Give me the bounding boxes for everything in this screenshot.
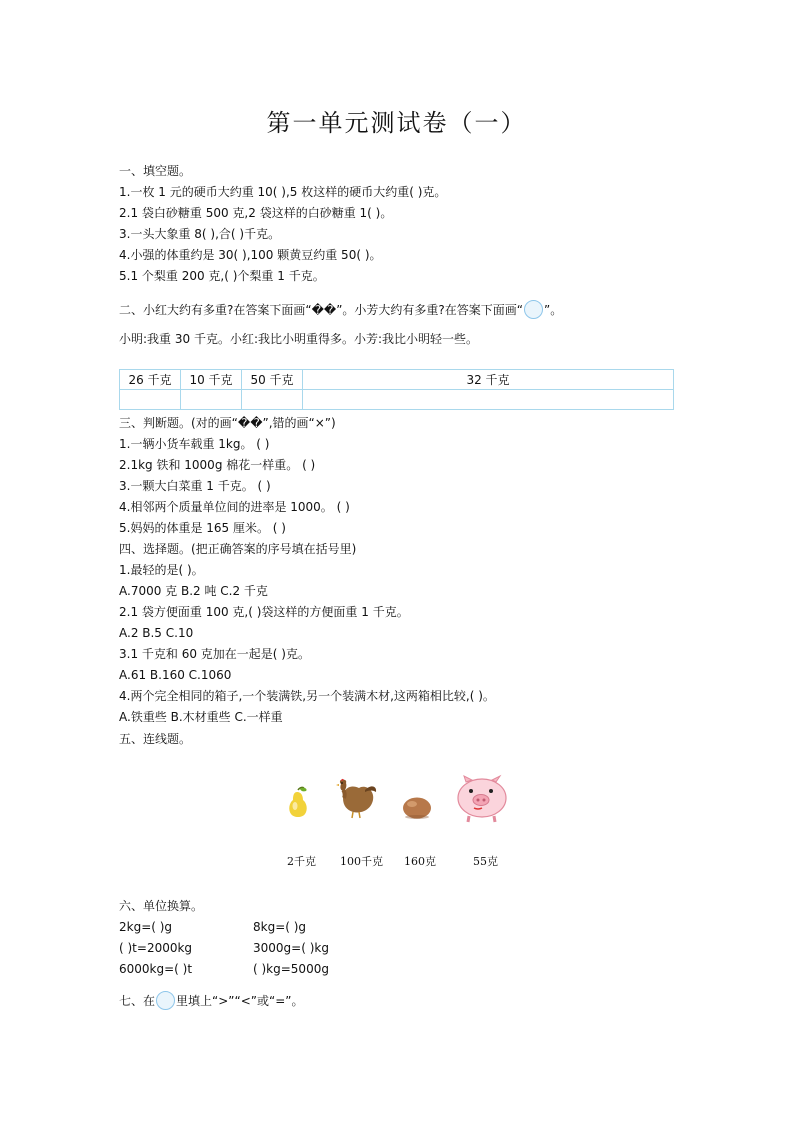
conversion-item: ( )t=2000kg bbox=[119, 941, 193, 955]
page-title: 第一单元测试卷（一） bbox=[266, 109, 527, 137]
section-7-heading-end: 里填上“>”“<”或“=”。 bbox=[176, 994, 304, 1008]
pig-icon[interactable] bbox=[454, 774, 510, 824]
weight-label: 2千克 bbox=[287, 855, 316, 868]
section-7-heading bbox=[119, 991, 303, 1010]
egg-icon[interactable] bbox=[402, 796, 432, 820]
s1-question-1: 1.一枚 1 元的硬币大约重 10( ),5 枚这样的硬币大约重( )克。 bbox=[119, 185, 447, 199]
table-cell: 50 千克 bbox=[242, 370, 303, 390]
weight-label: 160克 bbox=[404, 855, 436, 868]
s3-question-2: 2.1kg 铁和 1000g 棉花一样重。 ( ) bbox=[119, 458, 316, 472]
conversion-item: 6000kg=( )t bbox=[119, 962, 193, 976]
matching-pictures bbox=[280, 778, 520, 824]
section-1-heading: 一、填空题。 bbox=[119, 164, 192, 178]
section-5-heading: 五、连线题。 bbox=[119, 732, 192, 746]
table-cell: 26 千克 bbox=[120, 370, 181, 390]
circle-icon bbox=[156, 991, 175, 1010]
table-cell: 10 千克 bbox=[181, 370, 242, 390]
hen-icon[interactable] bbox=[335, 778, 379, 820]
weight-label: 55克 bbox=[473, 855, 498, 868]
section-3-heading: 三、判断题。(对的画“��”,错的画“×”) bbox=[119, 416, 336, 430]
s3-question-5: 5.妈妈的体重是 165 厘米。 ( ) bbox=[119, 521, 286, 535]
answer-cell[interactable] bbox=[303, 390, 674, 410]
weight-label: 100千克 bbox=[340, 855, 383, 868]
pear-icon[interactable] bbox=[286, 786, 310, 818]
conversion-item: 8kg=( )g bbox=[253, 920, 307, 934]
s4-question-2: 2.1 袋方便面重 100 克,( )袋这样的方便面重 1 千克。 bbox=[119, 605, 409, 619]
circle-icon bbox=[524, 300, 543, 319]
s4-options-4: A.铁重些 B.木材重些 C.一样重 bbox=[119, 710, 283, 724]
section-6-heading: 六、单位换算。 bbox=[119, 899, 204, 913]
s2-dialogue: 小明:我重 30 千克。小红:我比小明重得多。小芳:我比小明轻一些。 bbox=[119, 332, 479, 346]
s1-question-3: 3.一头大象重 8( ),合( )千克。 bbox=[119, 227, 281, 241]
answer-cell[interactable] bbox=[120, 390, 181, 410]
answer-cell[interactable] bbox=[181, 390, 242, 410]
section-4-heading: 四、选择题。(把正确答案的序号填在括号里) bbox=[119, 542, 357, 556]
s4-options-1: A.7000 克 B.2 吨 C.2 千克 bbox=[119, 584, 268, 598]
section-7-heading-text: 七、在 bbox=[119, 994, 156, 1008]
table-row bbox=[120, 390, 674, 410]
s1-question-4: 4.小强的体重约是 30( ),100 颗黄豆约重 50( )。 bbox=[119, 248, 382, 262]
s4-question-3: 3.1 千克和 60 克加在一起是( )克。 bbox=[119, 647, 310, 661]
s1-question-5: 5.1 个梨重 200 克,( )个梨重 1 千克。 bbox=[119, 269, 325, 283]
s4-question-4: 4.两个完全相同的箱子,一个装满铁,另一个装满木材,这两箱相比较,( )。 bbox=[119, 689, 495, 703]
section-2-heading-end: ”。 bbox=[544, 303, 563, 317]
table-row bbox=[120, 370, 674, 390]
s3-question-4: 4.相邻两个质量单位间的进率是 1000。 ( ) bbox=[119, 500, 350, 514]
s4-options-3: A.61 B.160 C.1060 bbox=[119, 668, 232, 682]
conversion-item: 3000g=( )kg bbox=[253, 941, 329, 955]
s4-options-2: A.2 B.5 C.10 bbox=[119, 626, 194, 640]
table-cell: 32 千克 bbox=[303, 370, 674, 390]
s4-question-1: 1.最轻的是( )。 bbox=[119, 563, 204, 577]
section-2-heading bbox=[119, 300, 562, 319]
s3-question-1: 1.一辆小货车载重 1kg。 ( ) bbox=[119, 437, 270, 451]
s1-question-2: 2.1 袋白砂糖重 500 克,2 袋这样的白砂糖重 1( )。 bbox=[119, 206, 393, 220]
s3-question-3: 3.一颗大白菜重 1 千克。 ( ) bbox=[119, 479, 271, 493]
weight-options-table bbox=[119, 369, 674, 410]
section-2-heading-text: 二、小红大约有多重?在答案下面画“��”。小芳大约有多重?在答案下面画“ bbox=[119, 303, 524, 317]
conversion-item: 2kg=( )g bbox=[119, 920, 173, 934]
conversion-item: ( )kg=5000g bbox=[253, 962, 329, 976]
answer-cell[interactable] bbox=[242, 390, 303, 410]
